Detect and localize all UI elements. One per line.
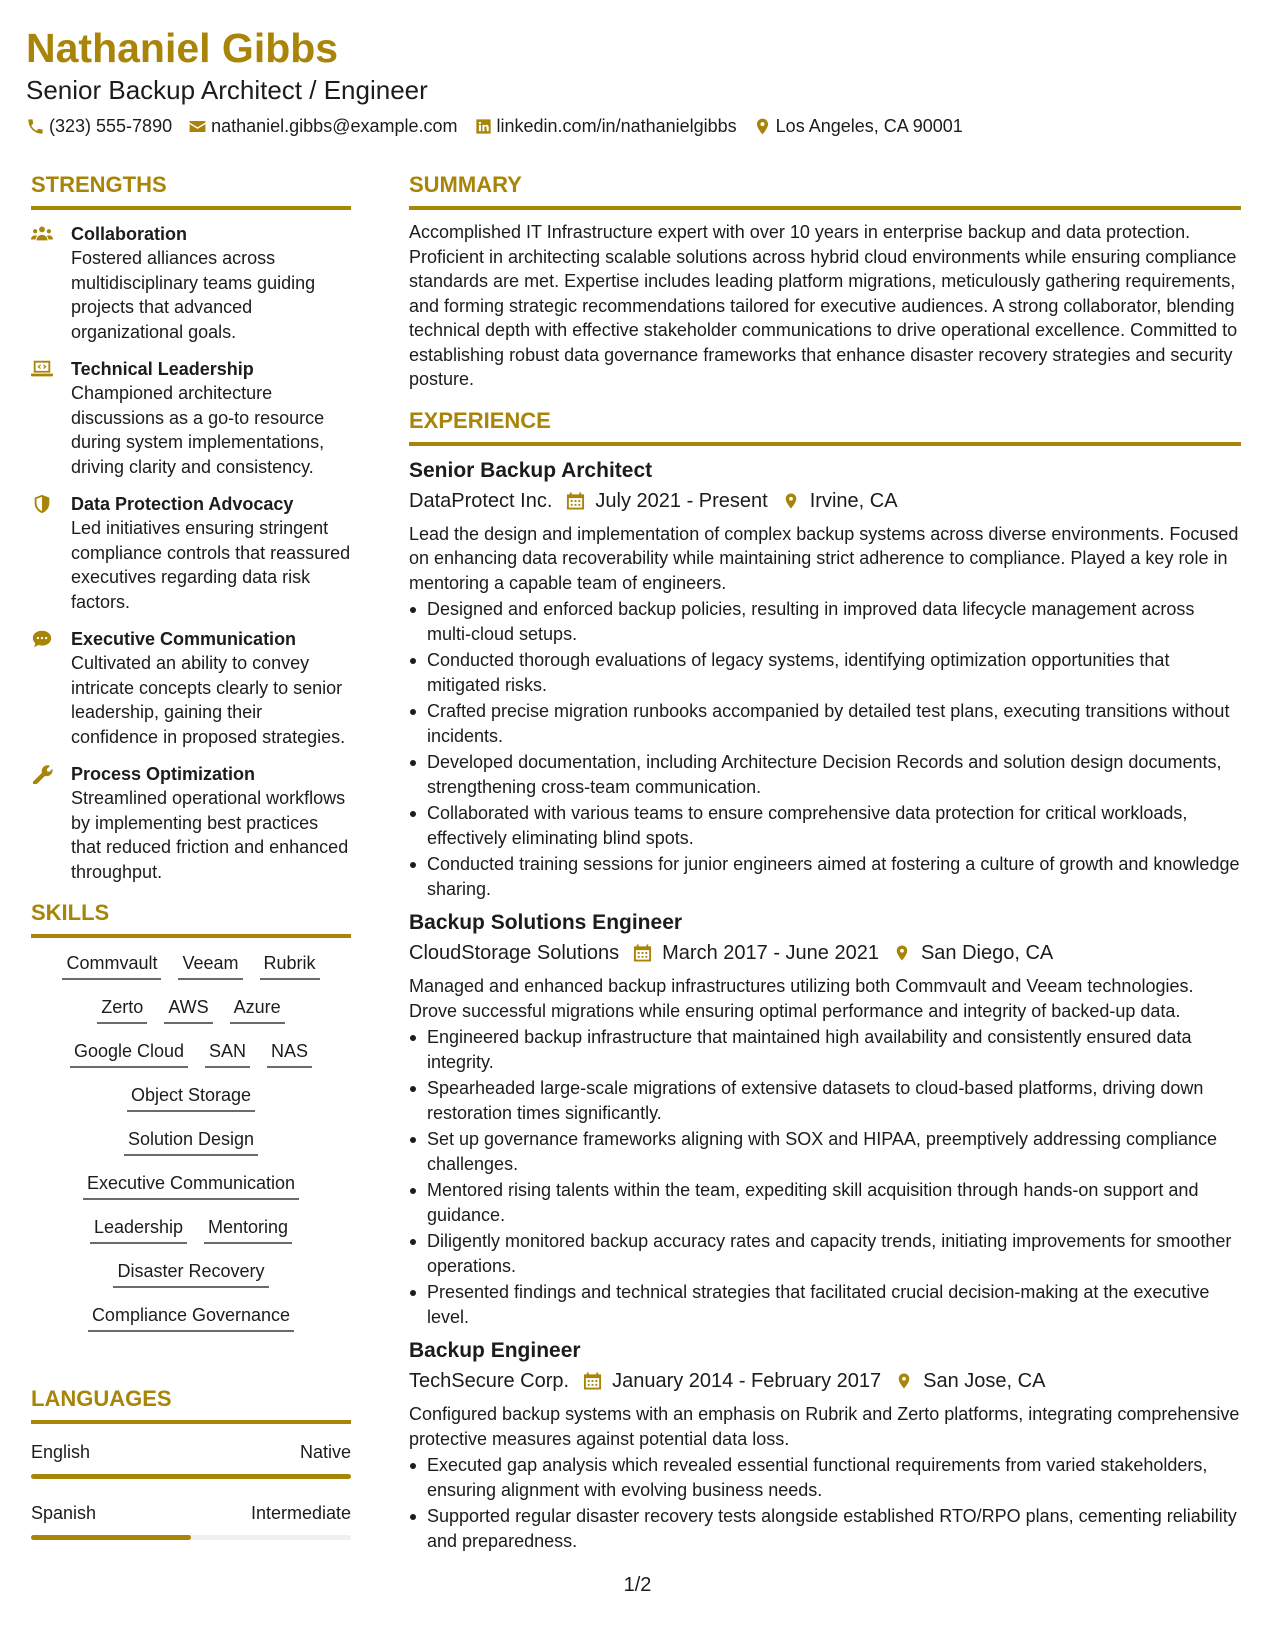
section-divider bbox=[31, 206, 351, 210]
achievement-item: Conducted thorough evaluations of legacy systems, identifying optimization opportunities that mitigated risks. bbox=[427, 648, 1241, 698]
experience-item bbox=[409, 1336, 1241, 1554]
strength-title: Executive Communication bbox=[71, 629, 297, 649]
job-title: Senior Backup Architect bbox=[409, 458, 653, 482]
contact-email[interactable] bbox=[188, 114, 457, 138]
skill-tag: Object Storage bbox=[127, 1082, 255, 1112]
skills-list bbox=[31, 948, 351, 1332]
contact-linkedin[interactable] bbox=[474, 114, 737, 138]
company-name: TechSecure Corp. bbox=[409, 1370, 570, 1392]
job-description: Configured backup systems with an emphasis on Rubrik and Zerto platforms, integrating comprehensive protective measures against potential data loss. bbox=[409, 1404, 1240, 1449]
strength-text: Fostered alliances across multidisciplinary teams guiding projects that advanced organizational goals. bbox=[71, 248, 316, 342]
strength-text: Led initiatives ensuring stringent compliance controls that reassured executives regarding data risk factors. bbox=[71, 518, 351, 612]
language-proficiency-bar bbox=[31, 1474, 351, 1479]
achievement-item: Diligently monitored backup accuracy rates and capacity trends, initiating improvements for smoother operations. bbox=[427, 1229, 1241, 1279]
skill-tag: AWS bbox=[164, 994, 212, 1024]
summary-heading: SUMMARY bbox=[409, 172, 522, 197]
skill-tag: NAS bbox=[267, 1038, 312, 1068]
skill-tag: Compliance Governance bbox=[88, 1302, 294, 1332]
achievement-item: Crafted precise migration runbooks accompanied by detailed test plans, executing transitions without incidents. bbox=[427, 699, 1241, 749]
skill-tag: Executive Communication bbox=[83, 1170, 299, 1200]
job-location: San Jose, CA bbox=[923, 1370, 1046, 1392]
skill-tag: Veeam bbox=[178, 950, 242, 980]
skill-tag: Leadership bbox=[90, 1214, 187, 1244]
skill-tag: Rubrik bbox=[260, 950, 320, 980]
company-name: DataProtect Inc. bbox=[409, 489, 553, 512]
skill-tag: Solution Design bbox=[124, 1126, 258, 1156]
languages-list bbox=[31, 1440, 351, 1540]
job-meta bbox=[409, 1366, 1241, 1396]
job-dates: January 2014 - February 2017 bbox=[612, 1370, 882, 1392]
left-column bbox=[31, 170, 351, 1540]
strengths-list bbox=[31, 220, 351, 884]
chat-bubble-icon bbox=[31, 629, 53, 649]
skill-tag: Zerto bbox=[97, 994, 147, 1024]
strength-title: Process Optimization bbox=[71, 764, 256, 784]
skill-tag: Google Cloud bbox=[70, 1038, 188, 1068]
right-column bbox=[409, 170, 1241, 1555]
job-location: San Diego, CA bbox=[920, 942, 1054, 964]
map-pin-icon bbox=[753, 117, 772, 136]
map-pin-icon bbox=[782, 490, 800, 512]
language-proficiency-fill bbox=[31, 1474, 351, 1479]
envelope-icon bbox=[188, 117, 207, 136]
language-item bbox=[31, 1440, 351, 1479]
job-location: Irvine, CA bbox=[809, 489, 898, 512]
achievement-item: Spearheaded large-scale migrations of extensive datasets to cloud-based platforms, driving down restoration times significantly. bbox=[427, 1076, 1241, 1126]
job-description: Managed and enhanced backup infrastructures utilizing both Commvault and Veeam technologies. Drove successful migrations while ensuring optimal performance and integrity of backed-up data. bbox=[409, 976, 1194, 1021]
skill-tag: Mentoring bbox=[204, 1214, 292, 1244]
achievement-item: Conducted training sessions for junior engineers aimed at fostering a culture of growth and knowledge sharing. bbox=[427, 852, 1241, 902]
calendar-icon bbox=[566, 491, 585, 511]
languages-heading: LANGUAGES bbox=[31, 1386, 172, 1411]
strength-item bbox=[31, 357, 351, 479]
map-pin-icon bbox=[895, 1370, 913, 1392]
calendar-icon bbox=[583, 1371, 602, 1391]
language-name: Spanish bbox=[31, 1503, 97, 1523]
achievement-item: Mentored rising talents within the team, expediting skill acquisition through hands-on support and guidance. bbox=[427, 1178, 1241, 1228]
achievement-item: Designed and enforced backup policies, resulting in improved data lifecycle management across multi-cloud setups. bbox=[427, 597, 1241, 647]
strength-item bbox=[31, 222, 351, 344]
language-name: English bbox=[31, 1442, 91, 1462]
summary-text: Accomplished IT Infrastructure expert with over 10 years in enterprise backup and data protection. Proficient in architecting scalable solutions across hybrid cloud environments while ensuring compliance standards are met. Expertise includes leading platform migrations, meticulously gathering requirements, and forming strategic recommendations tailored for executive audiences. A strong collaborator, blending technical depth with effective stakeholder communications to drive operational excellence. Committed to establishing robust data governance frameworks that enhance disaster recovery strategies and security posture. bbox=[409, 222, 1238, 389]
email-text: nathaniel.gibbs@example.com bbox=[211, 116, 458, 136]
job-dates: March 2017 - June 2021 bbox=[662, 942, 879, 964]
job-title: Backup Engineer bbox=[409, 1339, 581, 1362]
section-divider bbox=[31, 1420, 351, 1424]
language-level: Native bbox=[299, 1442, 351, 1462]
company-name: CloudStorage Solutions bbox=[409, 942, 620, 964]
phone-icon bbox=[26, 117, 45, 136]
achievement-item: Engineered backup infrastructure that maintained high availability and consistently ensured data integrity. bbox=[427, 1025, 1241, 1075]
job-title: Backup Solutions Engineer bbox=[409, 911, 683, 934]
strength-title: Collaboration bbox=[71, 224, 187, 244]
resume-header bbox=[26, 22, 1246, 138]
achievement-item: Collaborated with various teams to ensure comprehensive data protection for critical workloads, effectively eliminating blind spots. bbox=[427, 801, 1241, 851]
map-pin-icon bbox=[893, 942, 911, 964]
job-achievements bbox=[409, 1025, 1241, 1330]
candidate-title: Senior Backup Architect / Engineer bbox=[26, 75, 428, 105]
section-divider bbox=[409, 442, 1241, 446]
contact-location bbox=[753, 114, 963, 138]
skill-tag: SAN bbox=[205, 1038, 250, 1068]
strength-text: Streamlined operational workflows by implementing best practices that reduced friction and enhanced throughput. bbox=[71, 788, 349, 882]
strength-item bbox=[31, 627, 351, 749]
achievement-item: Set up governance frameworks aligning with SOX and HIPAA, preemptively addressing compliance challenges. bbox=[427, 1127, 1241, 1177]
calendar-icon bbox=[633, 943, 652, 963]
section-divider bbox=[31, 934, 351, 938]
strengths-heading: STRENGTHS bbox=[31, 172, 167, 197]
skills-heading: SKILLS bbox=[31, 900, 110, 925]
job-meta bbox=[409, 486, 1241, 516]
location-text: Los Angeles, CA 90001 bbox=[775, 116, 963, 136]
strength-title: Technical Leadership bbox=[71, 359, 254, 379]
job-achievements bbox=[409, 1453, 1241, 1554]
experience-item bbox=[409, 456, 1241, 903]
page-number: 1/2 bbox=[623, 1574, 652, 1596]
strength-text: Cultivated an ability to convey intricate concepts clearly to senior leadership, gaining their confidence in proposed strategies. bbox=[71, 653, 346, 747]
skill-tag: Disaster Recovery bbox=[113, 1258, 268, 1288]
job-achievements bbox=[409, 597, 1241, 902]
experience-heading: EXPERIENCE bbox=[409, 407, 551, 433]
achievement-item: Supported regular disaster recovery tests alongside established RTO/RPO plans, cementing reliability and preparedness. bbox=[427, 1504, 1241, 1554]
contact-bar bbox=[26, 114, 1246, 138]
experience-item bbox=[409, 908, 1241, 1330]
contact-phone[interactable] bbox=[26, 114, 172, 138]
strength-title: Data Protection Advocacy bbox=[71, 494, 294, 514]
job-meta bbox=[409, 938, 1241, 968]
strength-item bbox=[31, 492, 351, 614]
language-proficiency-bar bbox=[31, 1535, 351, 1540]
phone-text: (323) 555-7890 bbox=[49, 116, 173, 136]
achievement-item: Developed documentation, including Architecture Decision Records and solution design documents, strengthening cross-team communication. bbox=[427, 750, 1241, 800]
strength-item bbox=[31, 762, 351, 884]
language-level: Intermediate bbox=[250, 1503, 351, 1523]
candidate-name: Nathaniel Gibbs bbox=[26, 25, 339, 71]
laptop-code-icon bbox=[31, 359, 53, 379]
wrench-icon bbox=[31, 764, 53, 784]
linkedin-icon bbox=[474, 117, 493, 136]
skill-tag: Azure bbox=[230, 994, 285, 1024]
shield-icon bbox=[31, 494, 53, 514]
job-description: Lead the design and implementation of complex backup systems across diverse environments. Focused on enhancing data recoverability while maintaining strict adherence to compliance. Played a key role in mentoring a capable team of engineers. bbox=[409, 523, 1239, 593]
section-divider bbox=[409, 206, 1241, 210]
achievement-item: Presented findings and technical strategies that facilitated crucial decision-making at the executive level. bbox=[427, 1280, 1241, 1330]
achievement-item: Executed gap analysis which revealed essential functional requirements from varied stakeholders, ensuring alignment with evolving business needs. bbox=[427, 1453, 1241, 1503]
job-dates: July 2021 - Present bbox=[595, 489, 768, 512]
strength-text: Championed architecture discussions as a go-to resource during system implementations, driving clarity and consistency. bbox=[71, 383, 325, 477]
linkedin-text: linkedin.com/in/nathanielgibbs bbox=[496, 116, 737, 136]
language-item bbox=[31, 1501, 351, 1540]
language-proficiency-fill bbox=[31, 1535, 191, 1540]
users-icon bbox=[31, 224, 53, 244]
skill-tag: Commvault bbox=[62, 950, 161, 980]
